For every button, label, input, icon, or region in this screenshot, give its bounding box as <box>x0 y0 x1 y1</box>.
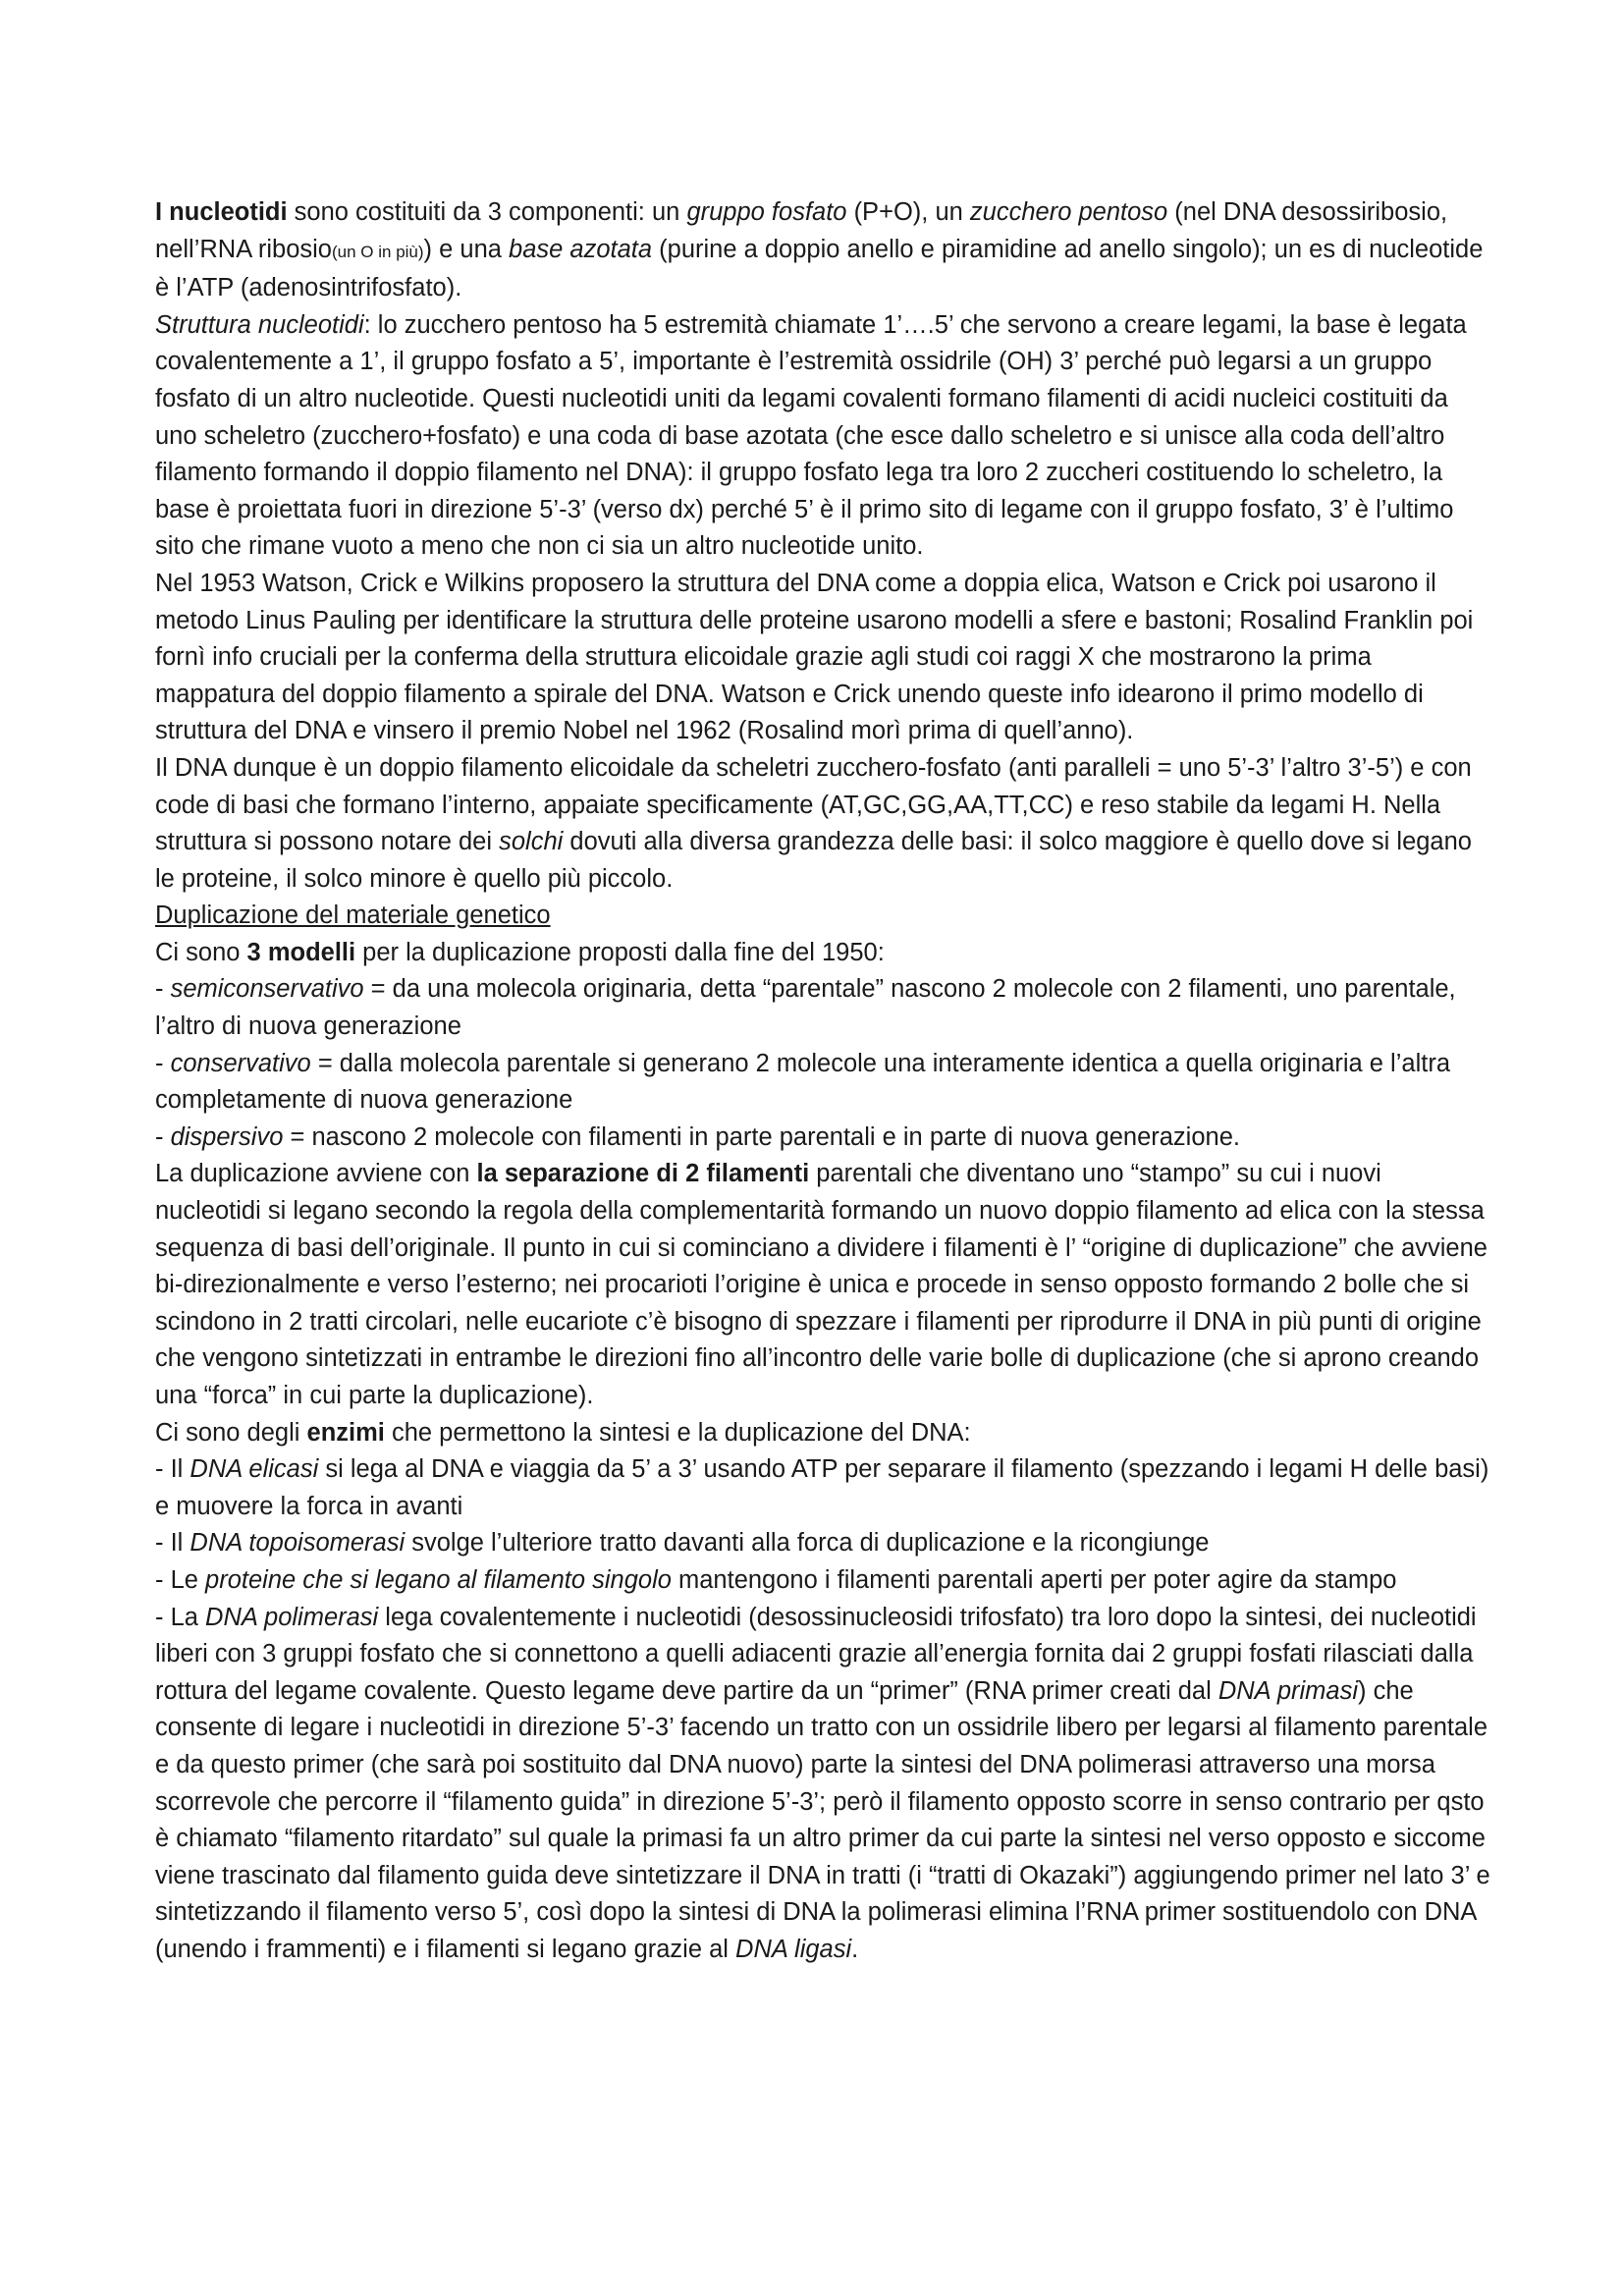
paragraph-separazione-filamenti: La duplicazione avviene con la separazione di 2 filamenti parentali che diventano uno “stampo” su cui i nuovi nucleotidi si legano secondo la regola della complementarità formando un nuovo doppio filamento ad elica con la stessa sequenza di basi dell’originale. Il punto in cui si cominciano a dividere i filamenti è l’ “origine di duplicazione” che avviene bi-direzionalmente e verso l’esterno; nei procarioti l’origine è unica e procede in senso opposto formando 2 bolle che si scindono in 2 tratti circolari, nelle eucariote c’è bisogno di spezzare i filamenti per riprodurre il DNA in più punti di origine che vengono sintetizzati in entrambe le direzioni fino all’incontro delle varie bolle di duplicazione (che si aprono creando una “forca” in cui parte la duplicazione). <box>155 1160 1488 1409</box>
paragraph-doppio-filamento: Il DNA dunque è un doppio filamento elicoidale da scheletri zucchero-fosfato (anti paralleli = uno 5’-3’ l’altro 3’-5’) e con code di basi che formano l’interno, appaiate specificamente (AT,GC,GG,AA,TT,CC) e reso stabile da legami H. Nella struttura si possono notare dei solchi dovuti alla diversa grandezza delle basi: il solco maggiore è quello dove si legano le proteine, il solco minore è quello più piccolo. <box>155 753 1472 893</box>
list-item-proteine-filamento-singolo: - Le proteine che si legano al filamento singolo mantengono i filamenti parentali aperti per poter agire da stampo <box>155 1565 1397 1594</box>
paragraph-storia-dna: Nel 1953 Watson, Crick e Wilkins proposero la struttura del DNA come a doppia elica, Watson e Crick poi usarono il metodo Linus Pauling per identificare la struttura delle proteine usarono modelli a sfere e bastoni; Rosalind Franklin poi fornì info cruciali per la conferma della struttura elicoidale grazie agli studi coi raggi X che mostrarono la prima mappatura del doppio filamento a spirale del DNA. Watson e Crick unendo queste info idearono il primo modello di struttura del DNA e vinsero il premio Nobel nel 1962 (Rosalind morì prima di quell’anno). <box>155 569 1474 745</box>
list-item-semiconservativo: - semiconservativo = da una molecola originaria, detta “parentale” nascono 2 molecole con 2 filamenti, uno parentale, l’altro di nuova generazione <box>155 975 1456 1041</box>
list-item-dna-elicasi: - Il DNA elicasi si lega al DNA e viaggia da 5’ a 3’ usando ATP per separare il filamento (spezzando i legami H delle basi) e muovere la forca in avanti <box>155 1455 1489 1520</box>
list-item-dispersivo: - dispersivo = nascono 2 molecole con filamenti in parte parentali e in parte di nuova generazione. <box>155 1122 1240 1151</box>
list-item-dna-polimerasi: - La DNA polimerasi lega covalentemente i nucleotidi (desossinucleosidi trifosfato) tra loro dopo la sintesi, dei nucleotidi liberi con 3 gruppi fosfato che si connettono a quelli adiacenti grazie all’energia fornita dai 2 gruppi fosfati rilasciati dalla rottura del legame covalente. Questo legame deve partire da un “primer” (RNA primer creati dal DNA primasi) che consente di legare i nucleotidi in direzione 5’-3’ facendo un tratto con un ossidrile libero per legarsi al filamento parentale e da questo primer (che sarà poi sostituito dal DNA nuovo) parte la sintesi del DNA polimerasi attraverso una morsa scorrevole che percorre il “filamento guida” in direzione 5’-3’; però il filamento opposto scorre in senso contrario per qsto è chiamato “filamento ritardato” sul quale la primasi fa un altro primer da cui parte la sintesi nel verso opposto e siccome viene trascinato dal filamento guida deve sintetizzare il DNA in tratti (i “tratti di Okazaki”) aggiungendo primer nel lato 3’ e sintetizzando il filamento verso 5’, così dopo la sintesi di DNA la polimerasi elimina l’RNA primer sostituendolo con DNA (unendo i frammenti) e i filamenti si legano grazie al DNA ligasi. <box>155 1603 1490 1963</box>
paragraph-struttura-nucleotidi: Struttura nucleotidi: lo zucchero pentoso ha 5 estremità chiamate 1’….5’ che servono a creare legami, la base è legata covalentemente a 1’, il gruppo fosfato a 5’, importante è l’estremità ossidrile (OH) 3’ perché può legarsi a un gruppo fosfato di un altro nucleotide. Questi nucleotidi uniti da legami covalenti formano filamenti di acidi nucleici costituiti da uno scheletro (zucchero+fosfato) e una coda di base azotata (che esce dallo scheletro e si unisce alla coda dell’altro filamento formando il doppio filamento nel DNA): il gruppo fosfato lega tra loro 2 zuccheri costituendo lo scheletro, la base è proiettata fuori in direzione 5’-3’ (verso dx) perché 5’ è il primo sito di legame con il gruppo fosfato, 3’ è l’ultimo sito che rimane vuoto a meno che non ci sia un altro nucleotide unito. <box>155 310 1467 561</box>
paragraph-nucleotidi: I nucleotidi sono costituiti da 3 componenti: un gruppo fosfato (P+O), un zucchero pentoso (nel DNA desossiribosio, nell’RNA ribosio(un O in più)) e una base azotata (purine a doppio anello e piramidine ad anello singolo); un es di nucleotide è l’ATP (adenosintrifosfato). <box>155 198 1484 302</box>
paragraph-modelli: Ci sono 3 modelli per la duplicazione proposti dalla fine del 1950: <box>155 938 885 966</box>
paragraph-enzimi: Ci sono degli enzimi che permettono la sintesi e la duplicazione del DNA: <box>155 1418 971 1447</box>
list-item-conservativo: - conservativo = dalla molecola parentale si generano 2 molecole una interamente identica a quella originaria e l’altra completamente di nuova generazione <box>155 1049 1450 1115</box>
list-item-dna-topoisomerasi: - Il DNA topoisomerasi svolge l’ulteriore tratto davanti alla forca di duplicazione e la ricongiunge <box>155 1529 1210 1558</box>
section-heading-duplicazione: Duplicazione del materiale genetico <box>155 902 551 930</box>
document-body <box>155 194 1490 1969</box>
